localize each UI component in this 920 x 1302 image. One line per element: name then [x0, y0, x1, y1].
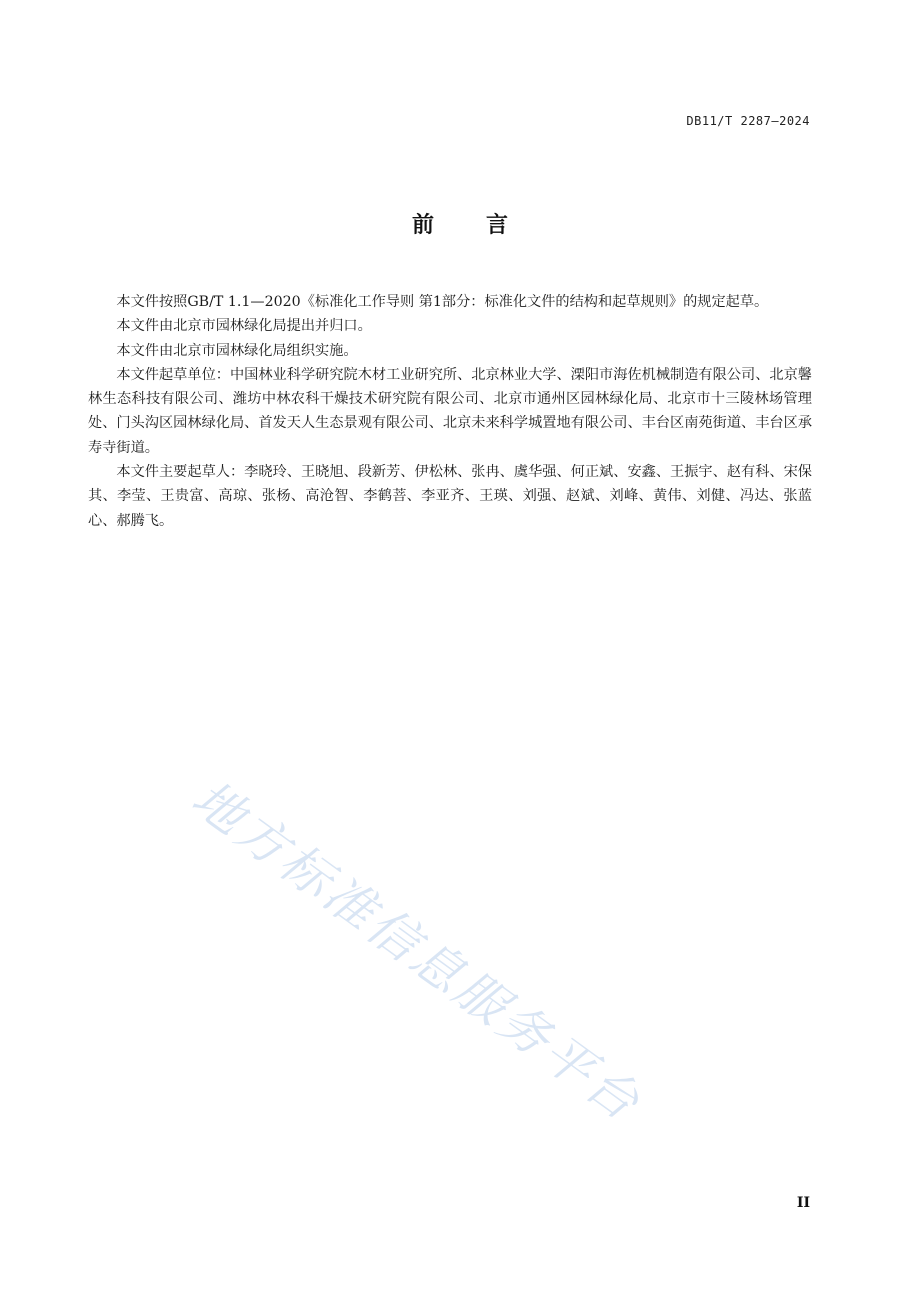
page-number: II [796, 1195, 810, 1211]
paragraph-implemented-by: 本文件由北京市园林绿化局组织实施。 [116, 342, 358, 359]
watermark: 地方标准信息服务平台 [181, 768, 653, 1134]
paragraph-drafting-units: 本文件起草单位：中国林业科学研究院木材工业研究所、北京林业大学、溧阳市海佐机械制造有限公司、北京馨林生态科技有限公司、潍坊中林农科干燥技术研究院有限公司、北京市通州区园林绿化局、北京市十三陵林场管理处、门头沟区园林绿化局、首发天人生态景观有限公司、北京未来科学城置地有限公司、丰台区南苑街道、丰台区承寿寺街道。 [88, 366, 812, 456]
preface-body [88, 290, 812, 533]
document-number: DB11/T 2287—2024 [686, 114, 810, 128]
paragraph-drafters: 本文件主要起草人：李晓玲、王晓旭、段新芳、伊松林、张冉、虞华强、何正斌、安鑫、王振宇、赵有科、宋保其、李莹、王贵富、高琼、张杨、高沧智、李鹤菩、李亚齐、王瑛、刘强、赵斌、刘峰、黄伟、刘健、冯达、张蓝心、郝腾飞。 [88, 464, 812, 529]
paragraph-proposed-by: 本文件由北京市园林绿化局提出并归口。 [116, 318, 372, 335]
page-title: 前言 [411, 213, 560, 238]
paragraph-drafting-rules: 本文件按照GB/T 1.1—2020《标准化工作导则 第1部分：标准化文件的结构和起草规则》的规定起草。 [116, 294, 769, 310]
